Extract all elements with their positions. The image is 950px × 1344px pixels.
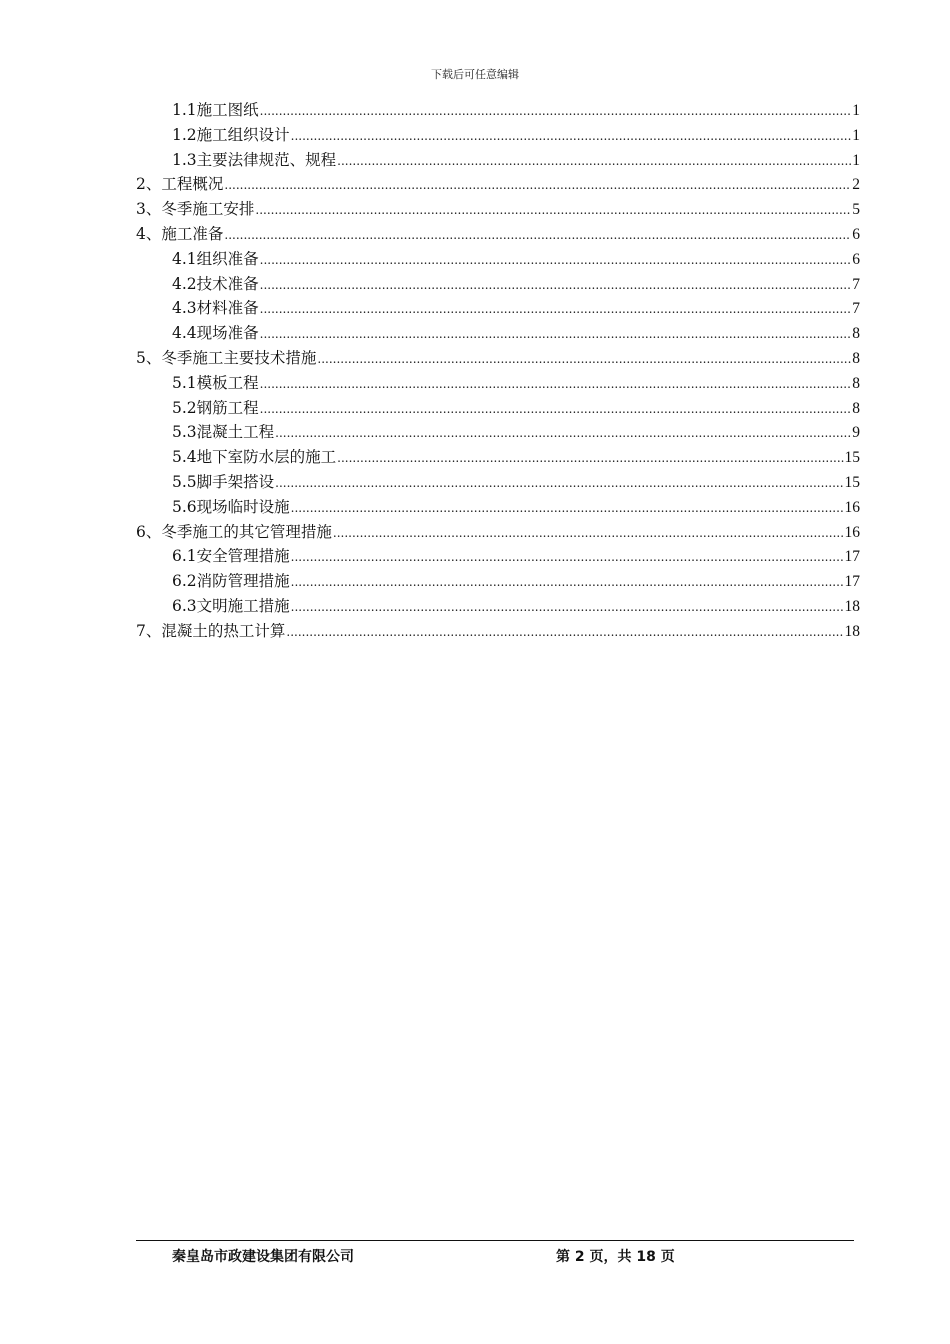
toc-leader-dots — [224, 173, 851, 198]
footer-divider — [136, 1240, 854, 1241]
footer-page-number: 第 2 页，共 18 页 — [556, 1249, 675, 1265]
toc-entry[interactable] — [136, 495, 860, 520]
toc-leader-dots — [260, 297, 852, 322]
toc-entry-title: 4、施工准备 — [136, 224, 224, 243]
toc-entry-title: 3、冬季施工安排 — [136, 200, 255, 219]
toc-leader-dots — [333, 521, 844, 546]
toc-entry-page: 15 — [844, 473, 860, 491]
toc-entry-page: 8 — [852, 349, 860, 367]
toc-leader-dots — [275, 471, 843, 496]
toc-entry[interactable] — [136, 594, 860, 619]
toc-entry[interactable] — [136, 222, 860, 247]
toc-entry-page: 16 — [844, 523, 860, 541]
toc-leader-dots — [337, 446, 843, 471]
toc-entry[interactable] — [136, 98, 860, 123]
toc-entry[interactable] — [136, 619, 860, 644]
page-header: 下载后可任意编辑 — [431, 68, 519, 81]
toc-entry[interactable] — [136, 321, 860, 346]
toc-leader-dots — [291, 496, 844, 521]
toc-entry[interactable] — [136, 396, 860, 421]
toc-leader-dots — [291, 595, 844, 620]
toc-entry-page: 17 — [844, 548, 860, 566]
toc-entry-page: 6 — [852, 225, 860, 243]
toc-entry-title: 7、混凝土的热工计算 — [136, 621, 286, 640]
toc-entry-page: 1 — [852, 151, 860, 169]
toc-entry-title: 5.2钢筋工程 — [172, 398, 259, 417]
toc-leader-dots — [337, 149, 851, 174]
toc-leader-dots — [260, 273, 852, 298]
toc-leader-dots — [275, 421, 851, 446]
toc-entry[interactable] — [136, 544, 860, 569]
table-of-contents — [136, 98, 860, 644]
toc-leader-dots — [260, 248, 852, 273]
toc-entry-title: 4.1组织准备 — [172, 249, 259, 268]
toc-entry[interactable] — [136, 569, 860, 594]
toc-entry[interactable] — [136, 346, 860, 371]
toc-entry-title: 6.3文明施工措施 — [172, 596, 290, 615]
toc-leader-dots — [291, 124, 852, 149]
toc-leader-dots — [291, 545, 844, 570]
toc-leader-dots — [291, 570, 844, 595]
toc-leader-dots — [260, 99, 852, 124]
toc-entry[interactable] — [136, 197, 860, 222]
toc-leader-dots — [317, 347, 851, 372]
toc-entry-page: 1 — [852, 102, 860, 119]
toc-entry-title: 1.1施工图纸 — [172, 101, 259, 119]
toc-entry-page: 8 — [852, 325, 860, 343]
toc-entry-title: 1.2施工组织设计 — [172, 125, 290, 144]
toc-entry-page: 18 — [844, 597, 860, 615]
toc-entry-title: 6.1安全管理措施 — [172, 547, 290, 566]
toc-entry-page: 7 — [852, 275, 860, 293]
toc-entry-title: 6、冬季施工的其它管理措施 — [136, 522, 332, 541]
toc-entry-title: 1.3主要法律规范、规程 — [172, 150, 337, 169]
toc-entry[interactable] — [136, 123, 860, 148]
toc-leader-dots — [260, 372, 852, 397]
toc-entry[interactable] — [136, 371, 860, 396]
toc-entry-title: 5.1模板工程 — [172, 373, 259, 392]
toc-entry-title: 2、工程概况 — [136, 175, 224, 194]
toc-entry-title: 5.4地下室防水层的施工 — [172, 448, 337, 467]
toc-leader-dots — [260, 322, 852, 347]
toc-entry-title: 5、冬季施工主要技术措施 — [136, 348, 317, 367]
toc-leader-dots — [286, 620, 843, 645]
toc-leader-dots — [260, 397, 852, 422]
footer-company-name: 秦皇岛市政建设集团有限公司 — [172, 1249, 354, 1265]
toc-entry-title: 5.6现场临时设施 — [172, 497, 290, 516]
toc-entry-page: 1 — [852, 126, 860, 144]
toc-entry[interactable] — [136, 420, 860, 445]
toc-entry-title: 4.4现场准备 — [172, 324, 259, 343]
toc-entry[interactable] — [136, 272, 860, 297]
toc-entry[interactable] — [136, 172, 860, 197]
toc-entry-title: 6.2消防管理措施 — [172, 572, 290, 591]
toc-entry-page: 15 — [844, 449, 860, 467]
toc-entry[interactable] — [136, 148, 860, 173]
toc-entry[interactable] — [136, 296, 860, 321]
toc-entry-page: 5 — [852, 201, 860, 219]
toc-entry-title: 5.5脚手架搭设 — [172, 472, 275, 491]
toc-leader-dots — [224, 223, 851, 248]
toc-entry-page: 17 — [844, 573, 860, 591]
toc-entry[interactable] — [136, 247, 860, 272]
toc-entry-page: 16 — [844, 498, 860, 516]
toc-entry-page: 2 — [852, 176, 860, 194]
toc-entry[interactable] — [136, 470, 860, 495]
toc-entry[interactable] — [136, 445, 860, 470]
toc-entry-title: 4.3材料准备 — [172, 299, 259, 318]
toc-entry-page: 8 — [852, 399, 860, 417]
toc-entry-page: 18 — [844, 622, 860, 640]
toc-entry-title: 5.3混凝土工程 — [172, 423, 275, 442]
toc-leader-dots — [255, 198, 851, 223]
toc-entry-title: 4.2技术准备 — [172, 274, 259, 293]
toc-entry-page: 8 — [852, 374, 860, 392]
toc-entry-page: 7 — [852, 300, 860, 318]
toc-entry-page: 6 — [852, 250, 860, 268]
toc-entry[interactable] — [136, 520, 860, 545]
toc-entry-page: 9 — [852, 424, 860, 442]
